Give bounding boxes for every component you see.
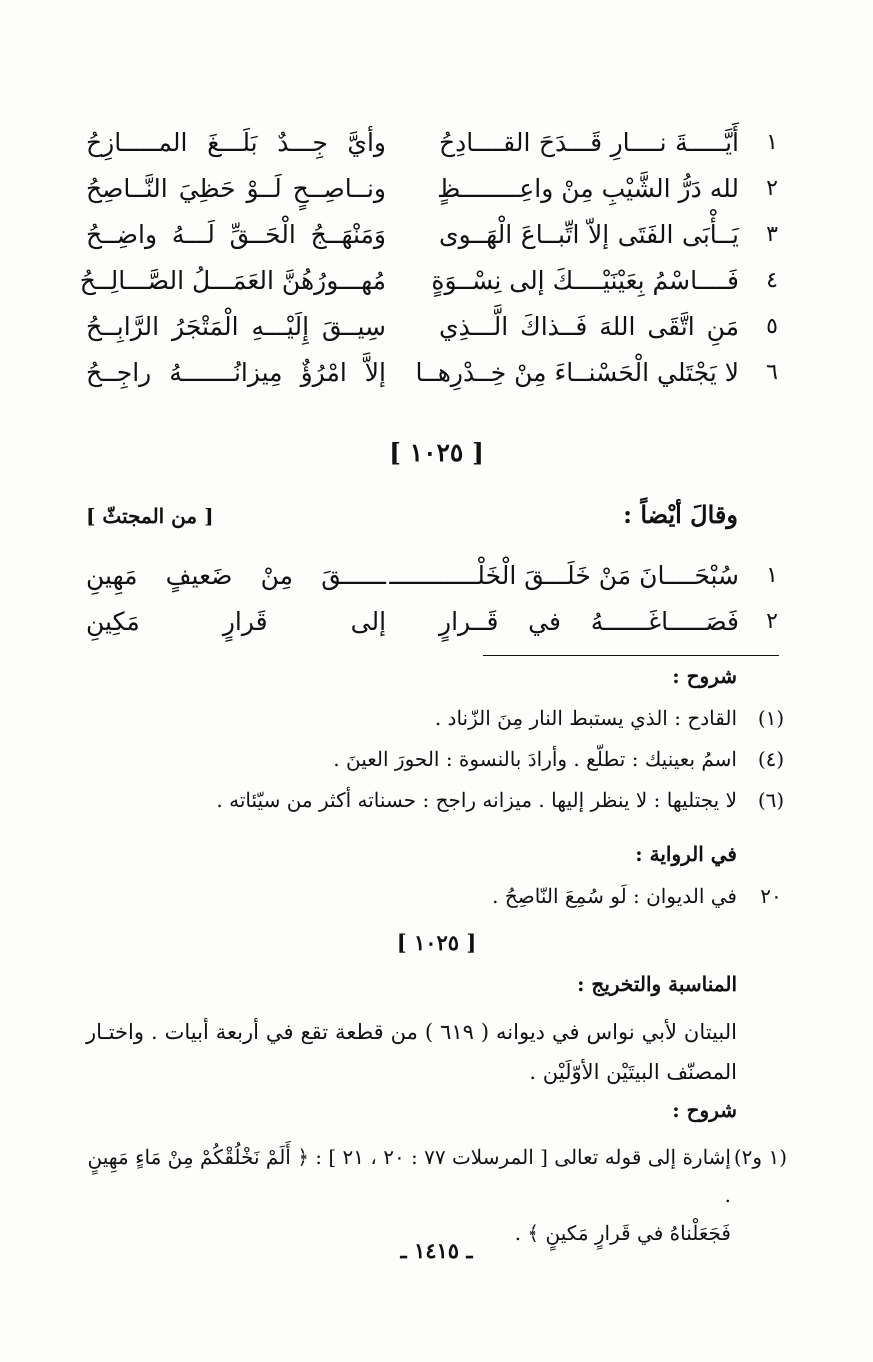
- second-hemistich: إلاَّ امْرُؤٌ مِيزانُـــــــهُ راجِــحُ: [86, 358, 386, 387]
- verse-number: ٤: [766, 268, 778, 293]
- note-number: (٦): [757, 788, 785, 812]
- commentary-heading: شروح :: [672, 1098, 737, 1122]
- second-hemistich: ونــاصِــحٍ لَــوْ حَظِيَ النَّــاصِحُ: [86, 174, 386, 203]
- note-text: في الديوان : لَو سُمِعَ النّاصِحُ .: [492, 884, 737, 908]
- poem-number: [ ١٠٢٥ ]: [389, 438, 484, 467]
- verse-row: [86, 350, 787, 396]
- commentary-note: [86, 743, 787, 775]
- verse-number: ٥: [766, 314, 778, 339]
- note-text-line: فَجَعَلْناهُ في قَرارٍ مَكينٍ ﴾ .: [514, 1221, 731, 1245]
- verse-row: [86, 166, 787, 212]
- first-hemistich: سُبْحَــــانَ مَنْ خَلَـــقَ الْخَلْــــــــــــ: [389, 561, 739, 590]
- riwaya-heading: في الرواية :: [635, 842, 737, 866]
- note-number: (٤): [757, 747, 785, 771]
- first-hemistich: لا يَجْتَلي الْحَسْنــاءَ مِنْ خِــدْرِهــا: [415, 358, 739, 387]
- verse-number: ٢: [766, 176, 778, 201]
- second-hemistich: وأيَّ جِـــدٌ بَلَـــغَ المـــــازِحُ: [86, 128, 386, 157]
- poem-1: [79, 120, 787, 396]
- hemistich-word: قَرارٍ: [222, 607, 268, 636]
- takhrij-poem-number: [ ١٠٢٥ ]: [396, 930, 477, 955]
- first-hemistich: فَصَـــــاغَــــــهُ في قَــرارٍ: [439, 607, 739, 636]
- note-number: (١ و٢): [733, 1145, 787, 1169]
- note-text: لا يجتليها : لا ينظر إليها . ميزانه راجح : حسناته أكثر من سيّئاته .: [216, 788, 737, 812]
- second-hemistich: مُهـــورُهُنَّ العَمَـــلُ الصَّـــالِــحُ: [79, 266, 386, 295]
- first-hemistich: لله دَرُّ الشَّيْبِ مِنْ واعِــــــــظٍ: [437, 174, 739, 203]
- takhrij-heading: المناسبة والتخريج :: [577, 972, 737, 996]
- second-hemistich: ــــــقَ مِنْ ضَعيفٍ مَهِينِ: [86, 561, 386, 590]
- note-number: ٢٠: [760, 884, 782, 908]
- commentary-note: [86, 1138, 787, 1252]
- note-number: (١): [757, 706, 785, 730]
- riwaya-note: [86, 880, 787, 912]
- verse-number: ٣: [766, 222, 778, 247]
- hemistich-word: مَكِينِ: [86, 607, 140, 636]
- note-text-line: إشارة إلى قوله تعالى [ المرسلات ٧٧ : ٢٠ ، ٢١ ] : ﴿ أَلَمْ نَخْلُقْكُمْ مِنْ مَاءٍ مَهِينٍ .: [87, 1145, 731, 1207]
- second-hemistich: وَمَنْهَــجُ الْحَــقِّ لَـــهُ واضِــحُ: [86, 220, 386, 249]
- verse-number: ١: [766, 563, 778, 588]
- verse-number: ١: [766, 130, 778, 155]
- note-text: القادح : الذي يستبط النار مِنَ الزّناد .: [434, 706, 737, 730]
- commentary-heading: شروح :: [672, 664, 737, 688]
- poem-2: [86, 553, 787, 645]
- verse-row: [86, 553, 787, 599]
- first-hemistich: يَــأْبَى الفَتَى إلاّ اتِّبــاعَ الْهَــوى: [439, 220, 739, 249]
- footnote-divider: [483, 655, 779, 656]
- second-hemistich: [86, 599, 386, 645]
- page-number: ـ ١٤١٥ ـ: [400, 1238, 473, 1263]
- first-hemistich: مَنِ اتَّقَى اللهَ فَــذاكَ الَّـــذِي: [439, 312, 739, 341]
- verse-number: ٦: [766, 360, 778, 385]
- first-hemistich: أَيَّـــــةَ نــــارِ قَـــدَحَ القــــادِحُ: [439, 128, 739, 157]
- verse-row: [86, 120, 787, 166]
- commentary-note: [86, 702, 787, 734]
- first-hemistich: فَــــاسْمُ بِعَيْنَيْــــكَ إلى نِسْــوَةٍ: [431, 266, 739, 295]
- poem-meter: [ من المجتثّ ]: [86, 504, 214, 528]
- poem-intro: وقالَ أيْضاً :: [623, 500, 738, 529]
- verse-row: [86, 212, 787, 258]
- hemistich-word: إلى: [350, 607, 387, 636]
- takhrij-text: البيتان لأبي نواس في ديوانه ( ٦١٩ ) من قطعة تقع في أربعة أبيات . واختـار المصنّف البيتَيْن الأوّلَيْن .: [86, 1020, 737, 1084]
- verse-number: ٢: [766, 609, 778, 634]
- verse-row: [79, 258, 787, 304]
- verse-row: [86, 304, 787, 350]
- commentary-note: [86, 784, 787, 816]
- note-text: اسمُ بعينيك : تطلّع . وأرادَ بالنسوة : الحورَ العينَ .: [333, 747, 737, 771]
- second-hemistich: سِيــقَ إِلَيْـــهِ الْمَتْجَرُ الرَّابِــحُ: [86, 312, 386, 341]
- verse-row: [86, 599, 787, 645]
